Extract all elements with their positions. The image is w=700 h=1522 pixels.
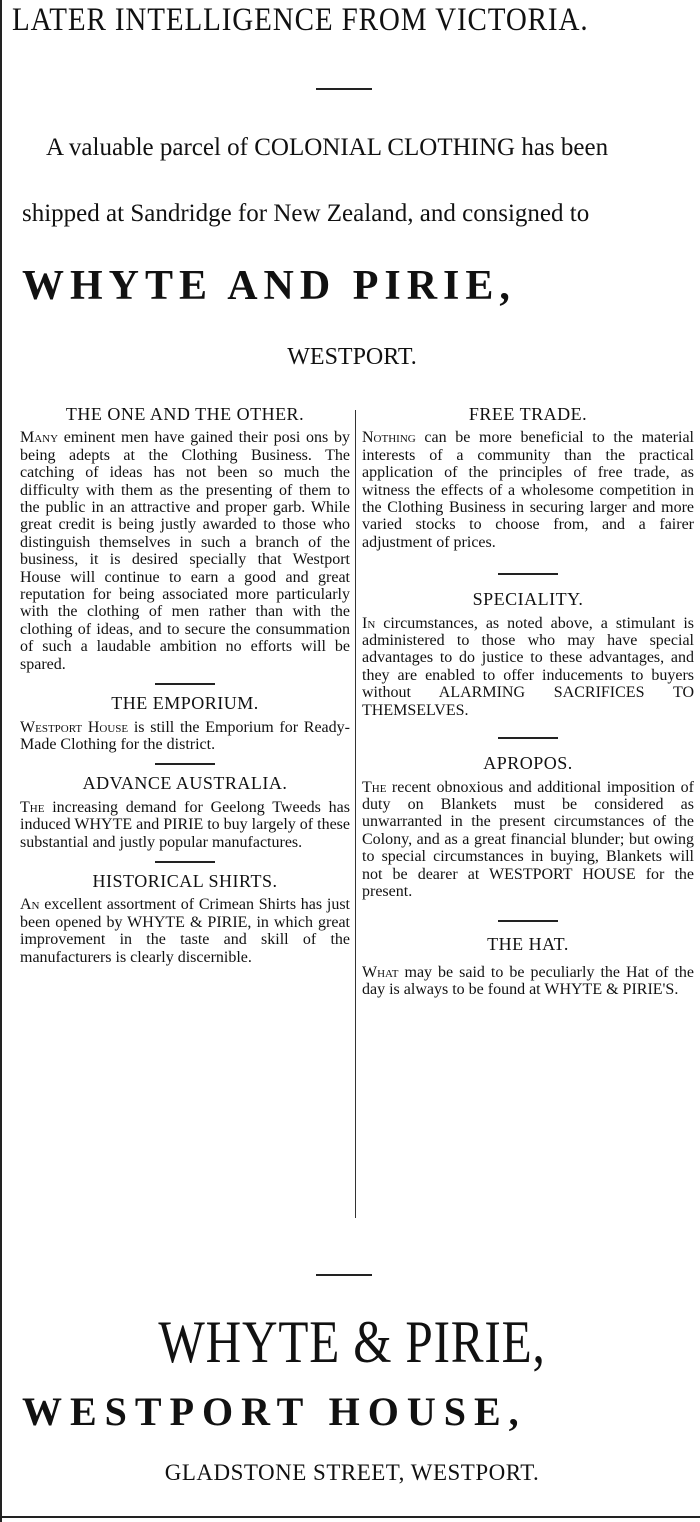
intro-line-1: A valuable parcel of COLONIAL CLOTHING has been xyxy=(46,134,609,161)
footer-street: GLADSTONE STREET, WESTPORT. xyxy=(164,1460,540,1485)
section-body xyxy=(362,779,694,901)
footer-house-name: WESTPORT HOUSE, xyxy=(22,1389,527,1434)
section-body xyxy=(20,896,350,966)
section-text: is still the Emporium for Ready-Made Clothing for the district. xyxy=(20,718,350,753)
section-title: APROPOS. xyxy=(483,753,573,774)
section-title: ADVANCE AUSTRALIA. xyxy=(82,773,288,794)
section-body xyxy=(362,429,694,551)
section-speciality xyxy=(362,591,694,719)
section-body xyxy=(362,964,694,999)
section-text: increasing demand for Geelong Tweeds has induced WHYTE and PIRIE to buy largely of these substantial and justly popular manufactures. xyxy=(20,798,350,851)
intro-line-2: shipped at Sandridge for New Zealand, and consigned to xyxy=(22,200,590,227)
section-title: FREE TRADE. xyxy=(468,404,588,424)
section-the-hat xyxy=(362,936,694,998)
section-text: may be said to be peculiarly the Hat of the day is always to be found at WHYTE & PIRIE'S. xyxy=(362,963,694,999)
section-free-trade xyxy=(362,406,694,551)
section-lead: The xyxy=(20,798,45,816)
section-historical-shirts xyxy=(20,870,350,966)
section-title: THE EMPORIUM. xyxy=(111,693,259,714)
section-lead: Westport House xyxy=(20,718,129,736)
section-rule xyxy=(155,763,215,765)
footer-rule xyxy=(316,1274,372,1276)
section-rule xyxy=(155,683,215,685)
section-lead: Many xyxy=(20,429,59,447)
firm-name: WHYTE AND PIRIE, xyxy=(22,263,516,309)
section-rule xyxy=(498,737,558,739)
section-lead: The xyxy=(362,778,387,796)
section-apropos xyxy=(362,755,694,900)
section-body xyxy=(20,799,350,851)
section-rule xyxy=(498,573,558,575)
right-column xyxy=(362,406,694,999)
headline-rule xyxy=(316,88,372,90)
section-text: recent obnoxious and additional imposition of duty on Blankets must be considered as unwarranted in the present circumstances of the Colony, and as a great financial blunder; but owing to special circumstances in buying, Blankets will not be dearer at WESTPORT HOUSE for the present. xyxy=(362,778,694,900)
section-title: THE HAT. xyxy=(487,934,569,955)
left-column xyxy=(20,406,350,966)
section-title: SPECIALITY. xyxy=(472,589,584,610)
section-body xyxy=(362,615,694,719)
section-body xyxy=(20,429,350,673)
section-one-and-other xyxy=(20,406,350,673)
section-lead: In xyxy=(362,614,376,632)
column-divider xyxy=(355,410,356,1218)
section-title: THE ONE AND THE OTHER. xyxy=(65,404,305,424)
section-emporium xyxy=(20,695,350,753)
section-text: circumstances, as noted above, a stimulant is administered to those who may have special advantages to do justice to these advantages, and they are enabled to offer inducements to buyers without ALARMING SACRIFICES TO THEMSELVES. xyxy=(362,614,694,719)
section-rule xyxy=(498,920,558,922)
section-text: eminent men have gained their posi ons by being adepts at the Clothing Business. The catching of ideas has not been so much the difficulty with them as the presenting of them to the public in an attractive and proper garb. While great credit is being justly awarded to those who distinguish themselves in such a branch of the business, it is desired specially that Westport House will continue to earn a good and great reputation for being associated more particularly with the clothing of men rather than with the clothing of ideas, and to secure the consummation of such a laudable ambition no efforts will be spared. xyxy=(20,429,350,673)
section-lead: Nothing xyxy=(362,429,416,447)
footer-firm-name: WHYTE & PIRIE, xyxy=(158,1309,546,1375)
bottom-rule xyxy=(2,1516,700,1518)
section-lead: An xyxy=(20,896,40,914)
firm-place: WESTPORT. xyxy=(287,344,417,370)
headline: LATER INTELLIGENCE FROM VICTORIA. xyxy=(12,2,589,38)
section-body xyxy=(20,719,350,754)
section-text: excellent assortment of Crimean Shirts has just been opened by WHYTE & PIRIE, in which great improvement in the taste and skill of the manufacturers is clearly discernible. xyxy=(20,896,350,966)
section-rule xyxy=(155,861,215,863)
section-title: HISTORICAL SHIRTS. xyxy=(92,870,278,891)
section-advance-australia xyxy=(20,775,350,851)
section-lead: What xyxy=(362,963,399,981)
section-text: can be more beneficial to the material interests of a community than the practical application of the principles of free trade, as witness the effects of a wholesome competition in the Clothing Business in securing larger and more varied stocks to choose from, and a fairer adjustment of prices. xyxy=(362,429,694,551)
